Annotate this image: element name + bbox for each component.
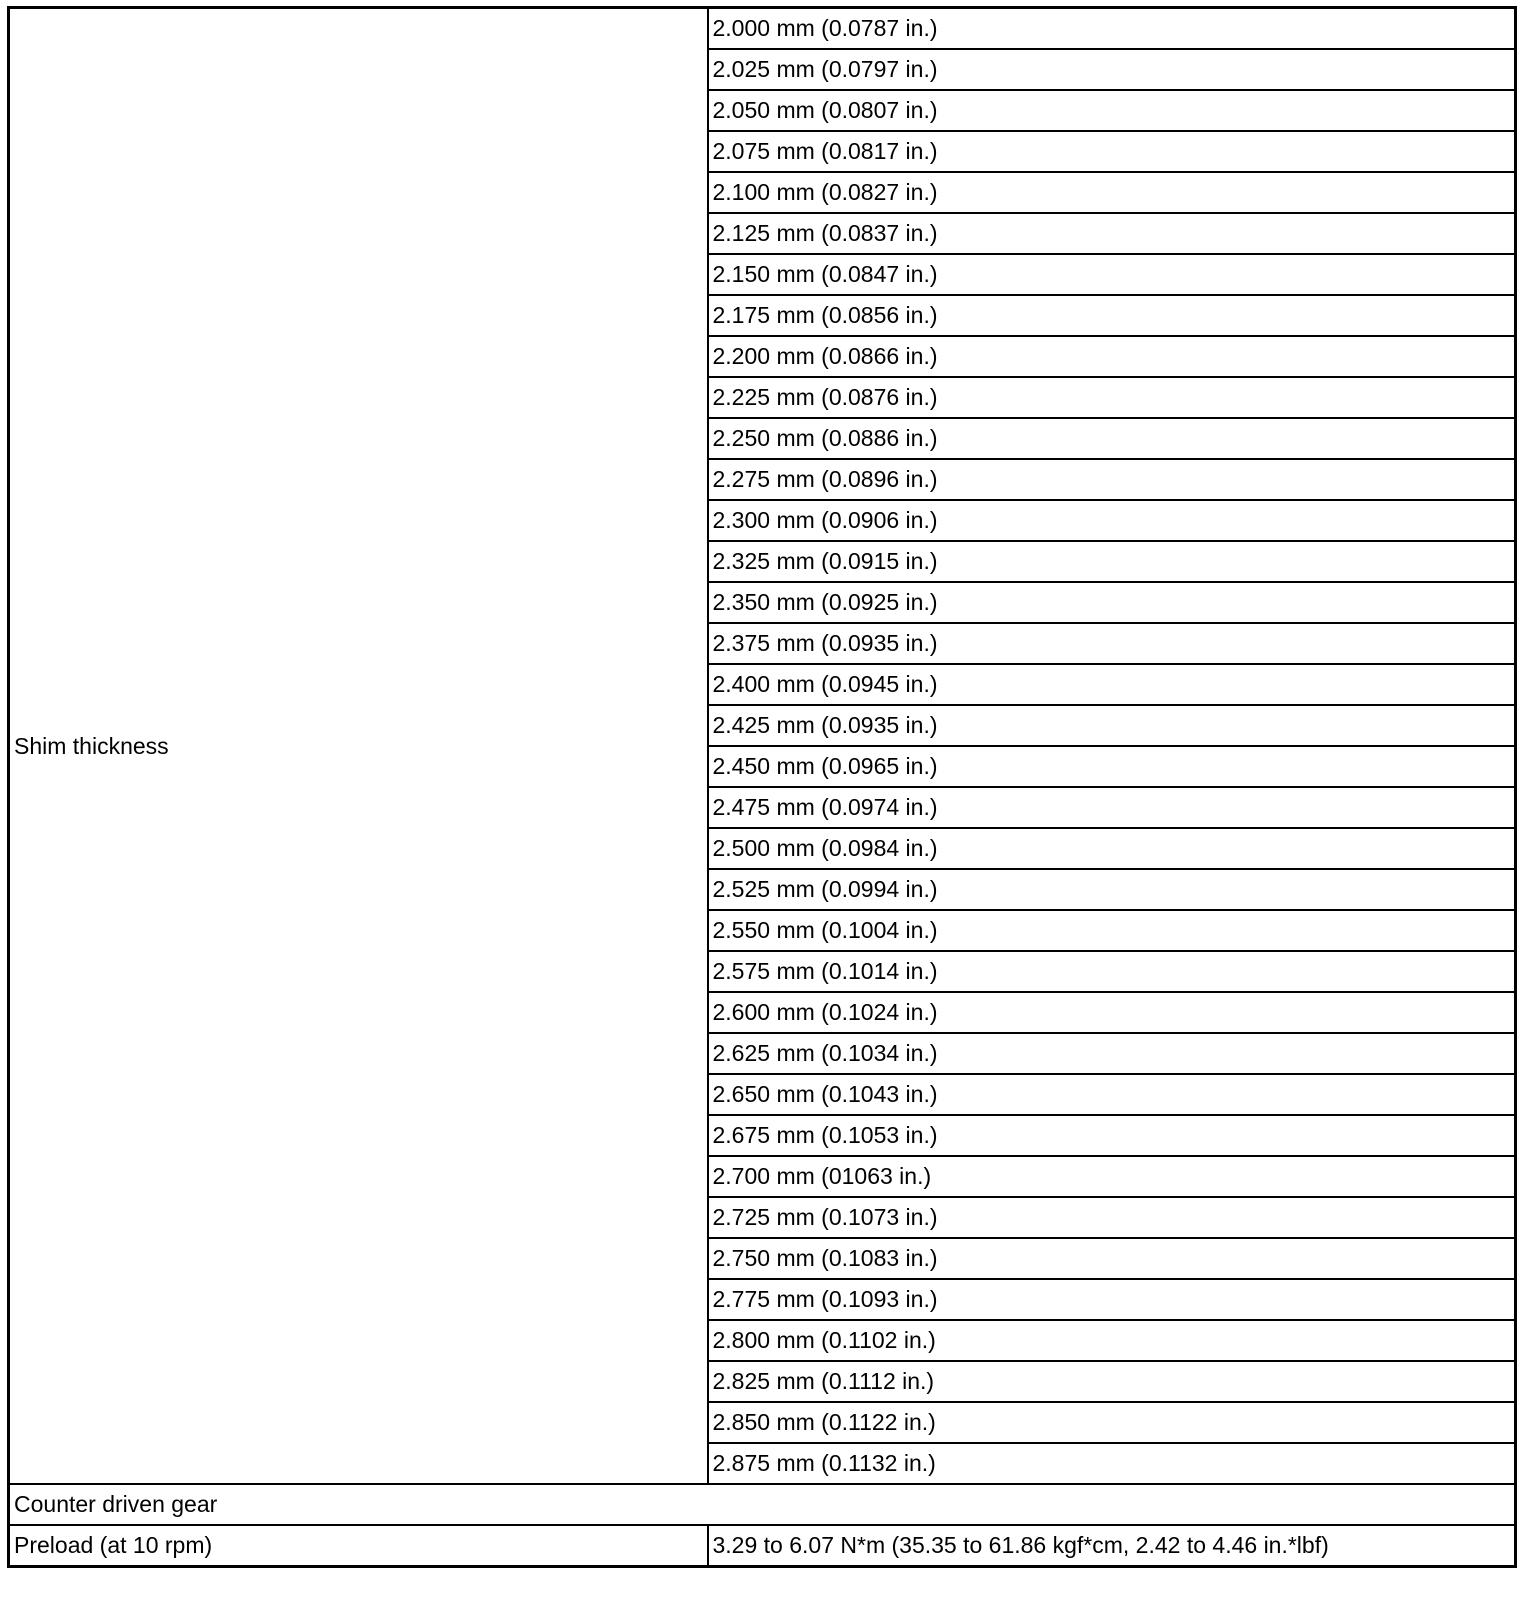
shim-thickness-value: 2.425 mm (0.0935 in.) bbox=[708, 705, 1516, 746]
shim-thickness-value: 2.450 mm (0.0965 in.) bbox=[708, 746, 1516, 787]
shim-row bbox=[9, 8, 1516, 50]
spec-table-body bbox=[9, 8, 1516, 1567]
shim-thickness-value: 2.125 mm (0.0837 in.) bbox=[708, 213, 1516, 254]
shim-thickness-value: 2.300 mm (0.0906 in.) bbox=[708, 500, 1516, 541]
preload-value: 3.29 to 6.07 N*m (35.35 to 61.86 kgf*cm, 2.42 to 4.46 in.*lbf) bbox=[708, 1525, 1516, 1567]
shim-thickness-value: 2.800 mm (0.1102 in.) bbox=[708, 1320, 1516, 1361]
shim-thickness-value: 2.600 mm (0.1024 in.) bbox=[708, 992, 1516, 1033]
shim-thickness-value: 2.050 mm (0.0807 in.) bbox=[708, 90, 1516, 131]
shim-thickness-value: 2.400 mm (0.0945 in.) bbox=[708, 664, 1516, 705]
shim-thickness-value: 2.100 mm (0.0827 in.) bbox=[708, 172, 1516, 213]
preload-row bbox=[9, 1525, 1516, 1567]
shim-thickness-value: 2.625 mm (0.1034 in.) bbox=[708, 1033, 1516, 1074]
section-row bbox=[9, 1484, 1516, 1525]
shim-thickness-value: 2.675 mm (0.1053 in.) bbox=[708, 1115, 1516, 1156]
shim-thickness-value: 2.575 mm (0.1014 in.) bbox=[708, 951, 1516, 992]
shim-thickness-value: 2.175 mm (0.0856 in.) bbox=[708, 295, 1516, 336]
shim-thickness-value: 2.825 mm (0.1112 in.) bbox=[708, 1361, 1516, 1402]
shim-thickness-value: 2.375 mm (0.0935 in.) bbox=[708, 623, 1516, 664]
shim-thickness-value: 2.325 mm (0.0915 in.) bbox=[708, 541, 1516, 582]
shim-thickness-value: 2.550 mm (0.1004 in.) bbox=[708, 910, 1516, 951]
shim-thickness-value: 2.525 mm (0.0994 in.) bbox=[708, 869, 1516, 910]
shim-thickness-value: 2.075 mm (0.0817 in.) bbox=[708, 131, 1516, 172]
section-heading-counter-driven-gear: Counter driven gear bbox=[9, 1484, 1516, 1525]
shim-thickness-value: 2.000 mm (0.0787 in.) bbox=[708, 8, 1516, 50]
shim-thickness-value: 2.025 mm (0.0797 in.) bbox=[708, 49, 1516, 90]
shim-thickness-value: 2.750 mm (0.1083 in.) bbox=[708, 1238, 1516, 1279]
preload-label: Preload (at 10 rpm) bbox=[9, 1525, 708, 1567]
spec-table bbox=[7, 6, 1517, 1568]
shim-thickness-label: Shim thickness bbox=[9, 8, 708, 1485]
shim-thickness-value: 2.775 mm (0.1093 in.) bbox=[708, 1279, 1516, 1320]
shim-thickness-value: 2.875 mm (0.1132 in.) bbox=[708, 1443, 1516, 1484]
shim-thickness-value: 2.150 mm (0.0847 in.) bbox=[708, 254, 1516, 295]
shim-thickness-value: 2.250 mm (0.0886 in.) bbox=[708, 418, 1516, 459]
shim-thickness-value: 2.500 mm (0.0984 in.) bbox=[708, 828, 1516, 869]
shim-thickness-value: 2.700 mm (01063 in.) bbox=[708, 1156, 1516, 1197]
shim-thickness-value: 2.650 mm (0.1043 in.) bbox=[708, 1074, 1516, 1115]
shim-thickness-value: 2.475 mm (0.0974 in.) bbox=[708, 787, 1516, 828]
shim-thickness-value: 2.350 mm (0.0925 in.) bbox=[708, 582, 1516, 623]
shim-thickness-value: 2.275 mm (0.0896 in.) bbox=[708, 459, 1516, 500]
shim-thickness-value: 2.225 mm (0.0876 in.) bbox=[708, 377, 1516, 418]
shim-thickness-value: 2.200 mm (0.0866 in.) bbox=[708, 336, 1516, 377]
shim-thickness-value: 2.850 mm (0.1122 in.) bbox=[708, 1402, 1516, 1443]
shim-thickness-value: 2.725 mm (0.1073 in.) bbox=[708, 1197, 1516, 1238]
